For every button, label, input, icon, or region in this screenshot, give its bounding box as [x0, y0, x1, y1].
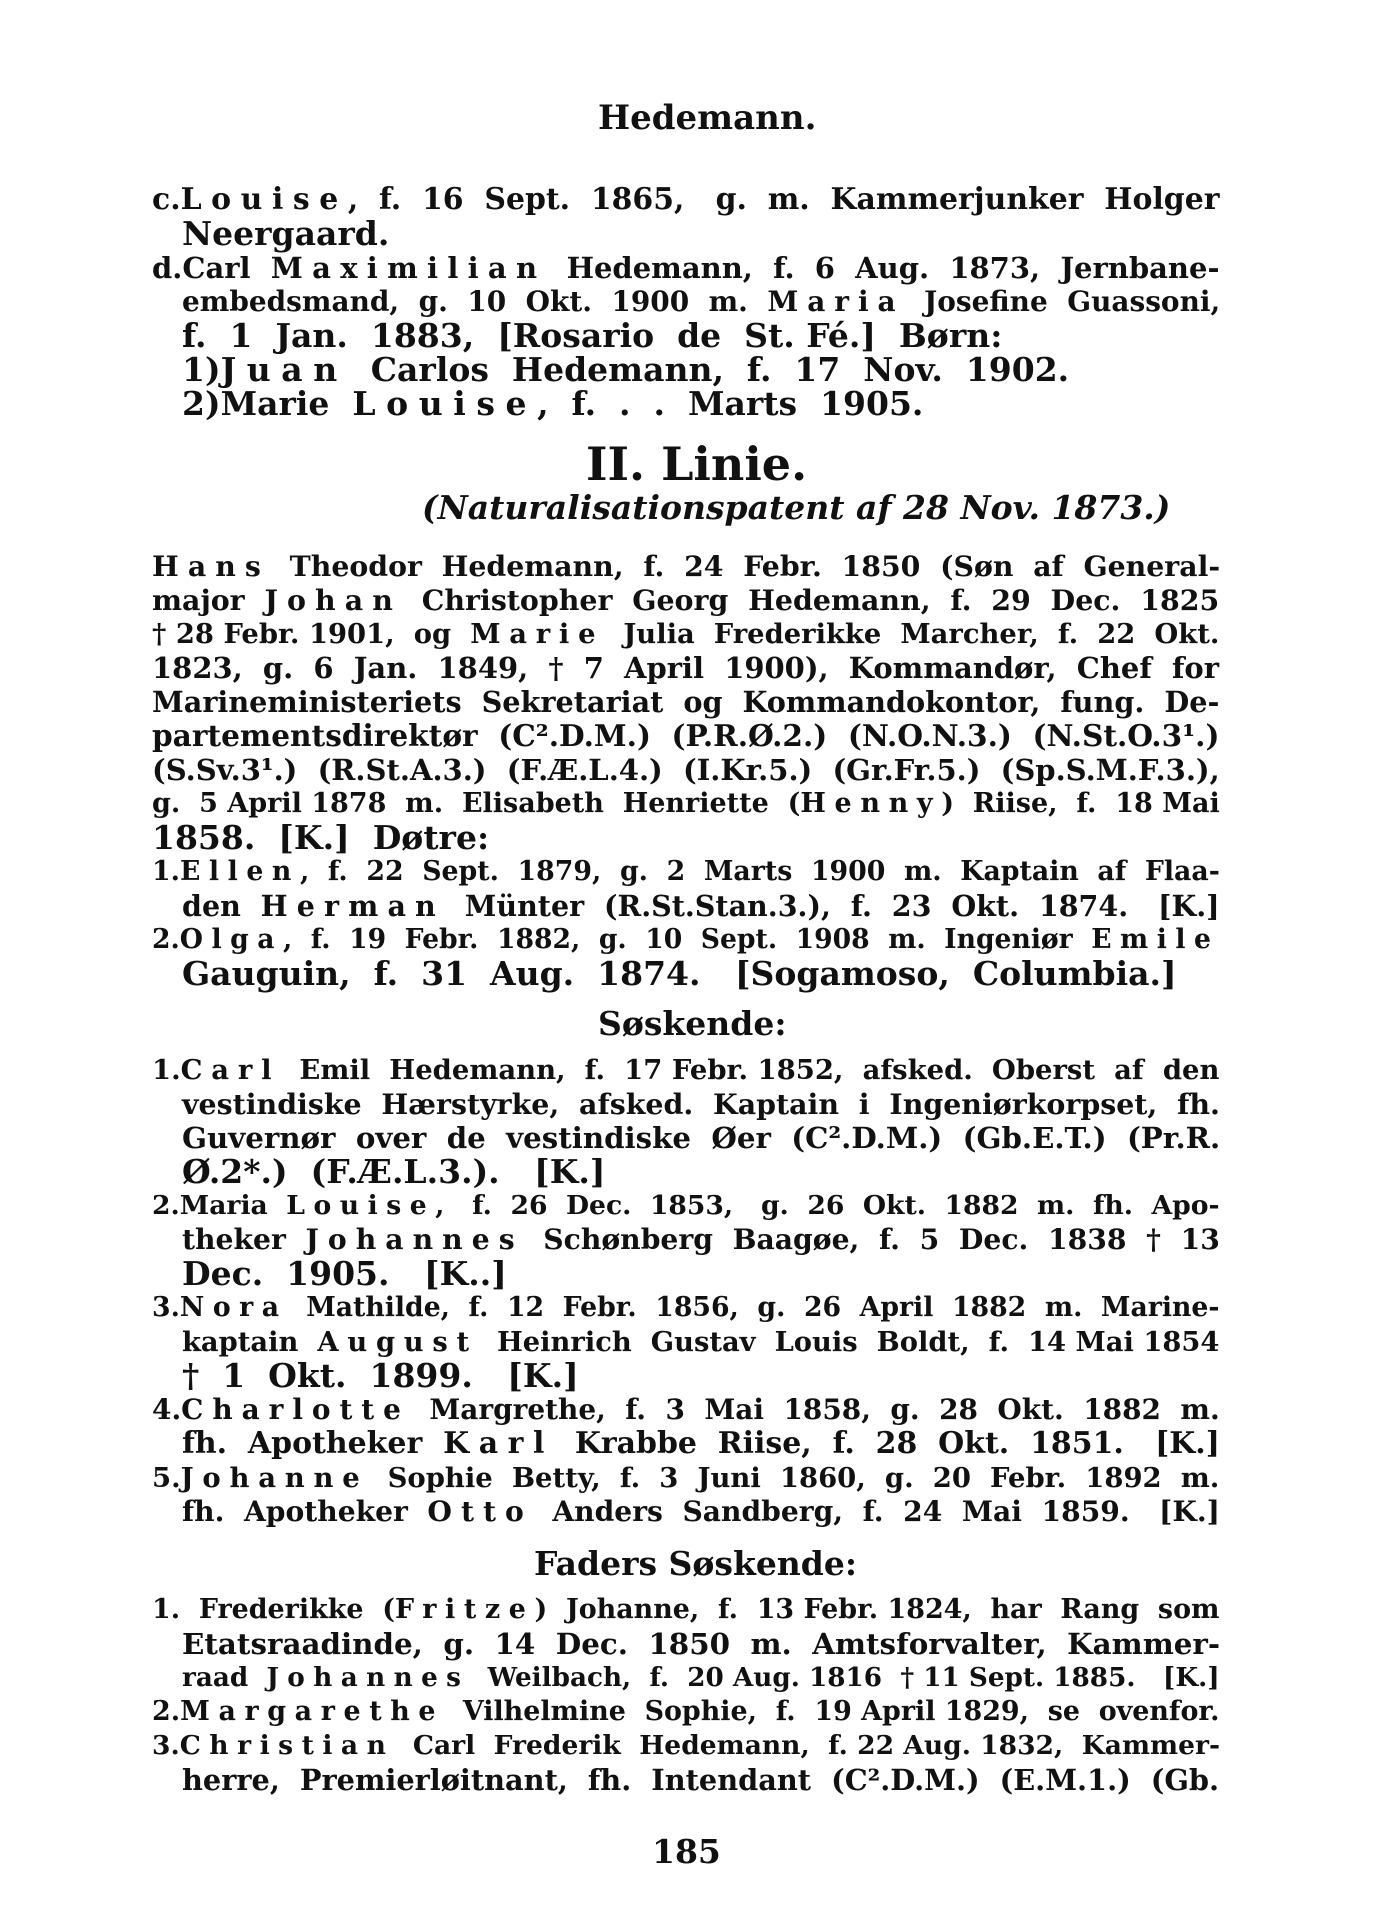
text-line: fh. Apotheker Otto Anders Sandberg, f. 24 Mai 1859. [K.]: [182, 1495, 1220, 1528]
text-line: g. 5 April 1878 m. Elisabeth Henriette (Henny) Riise, f. 18 Mai: [152, 788, 1220, 819]
text-line: den Herman Münter (R.St.Stan.3.), f. 23 Okt. 1874. [K.]: [182, 889, 1220, 923]
section-heading: II. Linie.: [586, 437, 808, 491]
text-line: vestindiske Hærstyrke, afsked. Kaptain i Ingeniørkorpset, fh.: [182, 1087, 1220, 1121]
text-line: Neergaard.: [182, 214, 390, 253]
text-line: (S.Sv.3¹.) (R.St.A.3.) (F.Æ.L.4.) (I.Kr.5.) (Gr.Fr.5.) (Sp.S.M.F.3.),: [152, 753, 1220, 787]
father-siblings-heading: Faders Søskende:: [534, 1544, 858, 1583]
text-line: major Johan Christopher Georg Hedemann, f. 29 Dec. 1825: [152, 583, 1220, 617]
text-line: Etatsraadinde, g. 14 Dec. 1850 m. Amtsforvalter, Kammer-: [182, 1626, 1221, 1661]
text-line: 2.Maria Louise, f. 26 Dec. 1853, g. 26 Okt. 1882 m. fh. Apo-: [152, 1190, 1220, 1221]
text-line: 1858. [K.] Døtre:: [152, 818, 490, 857]
text-line: 1.Carl Emil Hedemann, f. 17 Febr. 1852, afsked. Oberst af den: [152, 1054, 1220, 1086]
text-line: Guvernør over de vestindiske Øer (C².D.M.) (Gb.E.T.) (Pr.R.: [182, 1121, 1221, 1155]
text-line: fh. Apotheker Karl Krabbe Riise, f. 28 Okt. 1851. [K.]: [182, 1426, 1220, 1461]
text-line: kaptain August Heinrich Gustav Louis Boldt, f. 14 Mai 1854: [182, 1326, 1220, 1358]
text-line: 4.Charlotte Margrethe, f. 3 Mai 1858, g. 28 Okt. 1882 m.: [152, 1393, 1220, 1426]
text-line: theker Johannes Schønberg Baagøe, f. 5 Dec. 1838 † 13: [182, 1223, 1220, 1256]
text-line: † 1 Okt. 1899. [K.]: [182, 1356, 579, 1395]
text-line: 1. Frederikke (Fritze) Johanne, f. 13 Febr. 1824, har Rang som: [152, 1594, 1220, 1625]
text-line: Gauguin, f. 31 Aug. 1874. [Sogamoso, Columbia.]: [182, 954, 1177, 993]
text-line: 5.Johanne Sophie Betty, f. 3 Juni 1860, g. 20 Febr. 1892 m.: [152, 1462, 1220, 1494]
text-line: f. 1 Jan. 1883, [Rosario de St. Fé.] Børn:: [182, 316, 1003, 355]
text-line: 2)Marie Louise, f. . . Marts 1905.: [182, 384, 924, 423]
text-line: embedsmand, g. 10 Okt. 1900 m. Maria Josefine Guassoni,: [182, 285, 1221, 318]
siblings-heading: Søskende:: [598, 1004, 787, 1043]
page-number: 185: [652, 1832, 721, 1871]
section-subheading: (Naturalisationspatent af 28 Nov. 1873.): [422, 488, 1171, 527]
text-line: Dec. 1905. [K..]: [182, 1254, 507, 1293]
text-line: raad Johannes Weilbach, f. 20 Aug. 1816 † 11 Sept. 1885. [K.]: [182, 1662, 1220, 1693]
text-line: partementsdirektør (C².D.M.) (P.R.Ø.2.) (N.O.N.3.) (N.St.O.3¹.): [152, 718, 1220, 753]
text-line: 2.Olga, f. 19 Febr. 1882, g. 10 Sept. 1908 m. Ingeniør Emile: [152, 924, 1220, 955]
text-line: c.Louise, f. 16 Sept. 1865, g. m. Kammerjunker Holger: [152, 182, 1220, 217]
text-line: 1)Juan Carlos Hedemann, f. 17 Nov. 1902.: [182, 350, 1070, 389]
text-line: Hans Theodor Hedemann, f. 24 Febr. 1850 (Søn af General-: [152, 549, 1221, 583]
text-line: d.Carl Maximilian Hedemann, f. 6 Aug. 1873, Jernbane-: [152, 251, 1220, 285]
text-line: 3.Nora Mathilde, f. 12 Febr. 1856, g. 26 April 1882 m. Marine-: [152, 1292, 1220, 1323]
text-line: † 28 Febr. 1901, og Marie Julia Frederikke Marcher, f. 22 Okt.: [152, 618, 1220, 650]
text-line: Ø.2*.) (F.Æ.L.3.). [K.]: [182, 1152, 606, 1191]
text-line: 3.Christian Carl Frederik Hedemann, f. 22 Aug. 1832, Kammer-: [152, 1730, 1220, 1761]
text-line: Marineministeriets Sekretariat og Kommandokontor, fung. De-: [152, 685, 1220, 719]
text-line: 2.Margarethe Vilhelmine Sophie, f. 19 April 1829, se ovenfor.: [152, 1696, 1220, 1727]
text-line: herre, Premierløitnant, fh. Intendant (C².D.M.) (E.M.1.) (Gb.: [182, 1763, 1220, 1797]
text-line: 1823, g. 6 Jan. 1849, † 7 April 1900), Kommandør, Chef for: [152, 651, 1220, 685]
text-line: 1.Ellen, f. 22 Sept. 1879, g. 2 Marts 1900 m. Kaptain af Flaa-: [152, 856, 1220, 887]
running-title: Hedemann.: [598, 98, 817, 138]
